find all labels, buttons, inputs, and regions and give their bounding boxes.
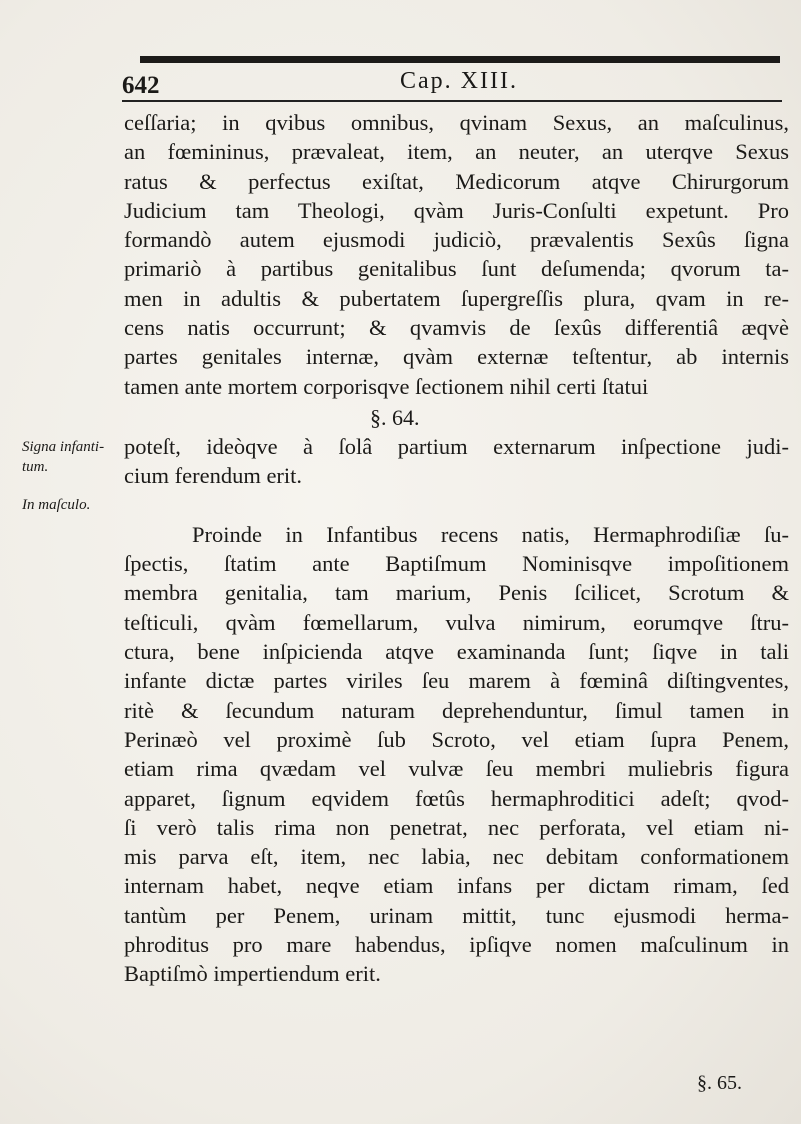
text-line: formandò autem ejusmodi judiciò, prævalentis Sexûs ſigna xyxy=(124,227,789,253)
text-line: tantùm per Penem, urinam mittit, tunc ejusmodi herma- xyxy=(124,902,789,928)
text-line: ceſſaria; in qvibus omnibus, qvinam Sexus, an maſculinus, xyxy=(124,110,789,135)
text-line: Baptiſmò impertiendum erit. xyxy=(124,961,381,987)
text-line: etiam rima qvædam vel vulvæ ſeu membri muliebris figura xyxy=(124,756,789,782)
margin-note-masculo xyxy=(22,495,114,515)
text-line: partes genitales internæ, qvàm externæ teſtentur, ab internis xyxy=(124,344,789,370)
margin-note-signa xyxy=(22,437,114,477)
text-line: Proinde in Infantibus recens natis, Hermaphrodiſiæ ſu- xyxy=(192,521,789,547)
text-line: ratus & perfectus exiſtat, Medicorum atqve Chirurgorum xyxy=(124,168,789,194)
text-line: ctura, bene inſpicienda atqve examinanda ſunt; ſiqve in tali xyxy=(124,639,789,665)
text-line: mis parva eſt, item, nec labia, nec debitam conformationem xyxy=(124,844,789,870)
catchword: §. 65. xyxy=(697,1072,742,1094)
page-number: 642 xyxy=(122,72,160,99)
top-rule xyxy=(140,56,780,63)
text-line: infante dictæ partes viriles ſeu marem à fœminâ diſtingventes, xyxy=(124,668,789,694)
chapter-title: Cap. XIII. xyxy=(400,68,518,94)
paragraph-1 xyxy=(124,108,789,401)
text-line: tamen ante mortem corporisqve ſectionem nihil certi ſtatui xyxy=(124,373,649,399)
text-line: cium ferendum erit. xyxy=(124,463,303,489)
text-line: ſpectis, ſtatim ante Baptiſmum Nominisqve impoſitionem xyxy=(124,551,789,577)
text-line: ſi verò talis rima non penetrat, nec perforata, vel etiam ni- xyxy=(124,814,789,840)
text-line: phroditus pro mare habendus, ipſiqve nomen maſculinum in xyxy=(124,932,789,958)
text-line: Judicium tam Theologi, qvàm Juris-Conſulti expetunt. Pro xyxy=(124,197,789,223)
text-line: primariò à partibus genitalibus ſunt deſumenda; qvorum ta- xyxy=(124,256,789,282)
page-header xyxy=(122,64,782,104)
margin-note-line: In maſculo. xyxy=(22,497,91,513)
header-rule xyxy=(122,100,782,102)
text-line: men in adultis & pubertatem ſupergreſſis plura, qvam in re- xyxy=(124,285,789,311)
text-line: poteſt, ideòqve à ſolâ partium externarum inſpectione judi- xyxy=(124,434,789,459)
text-line: Perinæò vel proximè ſub Scroto, vel etiam ſupra Penem, xyxy=(124,726,789,752)
text-line: cens natis occurrunt; & qvamvis de ſexûs differentiâ æqvè xyxy=(124,315,789,341)
paragraph-2 xyxy=(124,432,789,1047)
text-line: ritè & ſecundum naturam deprehenduntur, ſimul tamen in xyxy=(124,697,789,723)
section-number: §. 64. xyxy=(370,405,420,430)
text-line: apparet, ſignum eqvidem fœtûs hermaphroditici adeſt; qvod- xyxy=(124,785,789,811)
margin-note-line: Signa infanti- xyxy=(22,439,105,455)
text-line: teſticuli, qvàm fœmellarum, vulva nimirum, eorumqve ſtru- xyxy=(124,609,789,635)
margin-note-line: tum. xyxy=(22,459,49,475)
text-line: an fœmininus, prævaleat, item, an neuter, an uterqve Sexus xyxy=(124,139,789,165)
text-line: internam habet, neqve etiam infans per dictam rimam, ſed xyxy=(124,873,789,899)
text-line: membra genitalia, tam marium, Penis ſcilicet, Scrotum & xyxy=(124,580,789,606)
